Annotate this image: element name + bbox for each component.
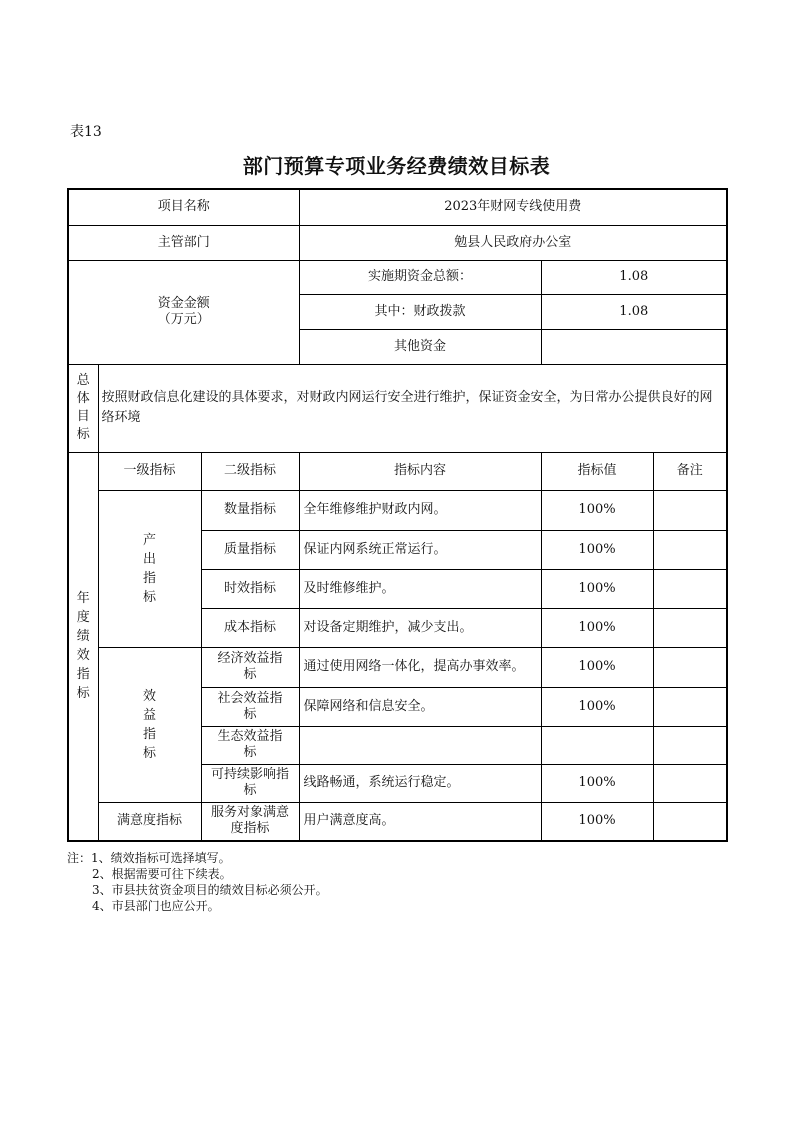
value-cell: 100% (541, 569, 653, 608)
funds-label-cell (68, 260, 299, 364)
note-line: 4、市县部门也应公开。 (92, 899, 220, 913)
content-cell: 保障网络和信息安全。 (299, 687, 541, 726)
fiscal-funds-label: 其中：财政拨款 (299, 294, 541, 329)
note-cell (653, 490, 727, 530)
content-cell (299, 726, 541, 764)
level2-cell: 经济效益指标 (201, 647, 299, 687)
content-cell: 全年维修维护财政内网。 (299, 490, 541, 530)
content-cell: 对设备定期维护，减少支出。 (299, 608, 541, 647)
department-value: 勉县人民政府办公室 (299, 225, 727, 260)
other-funds-value (541, 329, 727, 364)
page-title: 部门预算专项业务经费绩效目标表 (242, 154, 551, 178)
value-cell: 100% (541, 647, 653, 687)
level2-cell: 成本指标 (201, 608, 299, 647)
note-line: 2、根据需要可往下续表。 (92, 867, 232, 881)
row-project-name (68, 189, 727, 225)
value-cell: 100% (541, 802, 653, 841)
value-cell: 100% (541, 530, 653, 569)
row-department (68, 225, 727, 260)
level2-cell: 可持续影响指标 (201, 764, 299, 802)
level2-cell: 服务对象满意度指标 (201, 802, 299, 841)
level2-cell: 质量指标 (201, 530, 299, 569)
header-level2: 二级指标 (201, 452, 299, 490)
project-name-value: 2023年财网专线使用费 (299, 189, 727, 225)
content-cell: 保证内网系统正常运行。 (299, 530, 541, 569)
value-cell (541, 726, 653, 764)
content-cell: 线路畅通，系统运行稳定。 (299, 764, 541, 802)
note-cell (653, 569, 727, 608)
note-cell (653, 764, 727, 802)
note-cell (653, 608, 727, 647)
overall-goal-label: 总体目标 (76, 373, 90, 442)
note-cell (653, 687, 727, 726)
note-cell (653, 802, 727, 841)
note-line: 注：1、绩效指标可选择填写。 (67, 851, 231, 865)
other-funds-label: 其他资金 (299, 329, 541, 364)
header-value: 指标值 (541, 452, 653, 490)
table-number: 表13 (70, 124, 102, 140)
note-cell (653, 530, 727, 569)
level2-cell: 数量指标 (201, 490, 299, 530)
total-funds-value: 1.08 (541, 260, 727, 294)
content-cell: 用户满意度高。 (299, 802, 541, 841)
funds-label: 资金金额 (157, 296, 210, 311)
row-annual-header (68, 452, 727, 490)
output-indicators-label: 产出指标 (142, 532, 156, 605)
benefit-indicators-label: 效益指标 (142, 688, 156, 761)
table-row (68, 802, 727, 841)
table-row (68, 490, 727, 530)
header-note: 备注 (653, 452, 727, 490)
content-cell: 通过使用网络一体化，提高办事效率。 (299, 647, 541, 687)
row-funds-total (68, 260, 727, 294)
value-cell: 100% (541, 608, 653, 647)
overall-goal-text: 按照财政信息化建设的具体要求，对财政内网运行安全进行维护，保证资金安全，为日常办公提供良好的网络环境 (98, 364, 727, 452)
note-line: 3、市县扶贫资金项目的绩效目标必须公开。 (92, 883, 328, 897)
note-cell (653, 647, 727, 687)
fiscal-funds-value: 1.08 (541, 294, 727, 329)
notes (67, 850, 328, 914)
level2-cell: 社会效益指标 (201, 687, 299, 726)
note-cell (653, 726, 727, 764)
content-cell: 及时维修维护。 (299, 569, 541, 608)
level2-cell: 生态效益指标 (201, 726, 299, 764)
row-overall-goal (68, 364, 727, 452)
value-cell: 100% (541, 764, 653, 802)
total-funds-label: 实施期资金总额： (299, 260, 541, 294)
funds-unit: （万元） (157, 312, 210, 327)
level2-cell: 时效指标 (201, 569, 299, 608)
satisfaction-indicators-label: 满意度指标 (98, 802, 201, 841)
value-cell: 100% (541, 687, 653, 726)
header-content: 指标内容 (299, 452, 541, 490)
table-row (68, 647, 727, 687)
project-name-label: 项目名称 (68, 189, 299, 225)
performance-table (67, 188, 728, 842)
header-level1: 一级指标 (98, 452, 201, 490)
department-label: 主管部门 (68, 225, 299, 260)
value-cell: 100% (541, 490, 653, 530)
annual-indicators-label: 年度绩效指标 (76, 591, 90, 702)
